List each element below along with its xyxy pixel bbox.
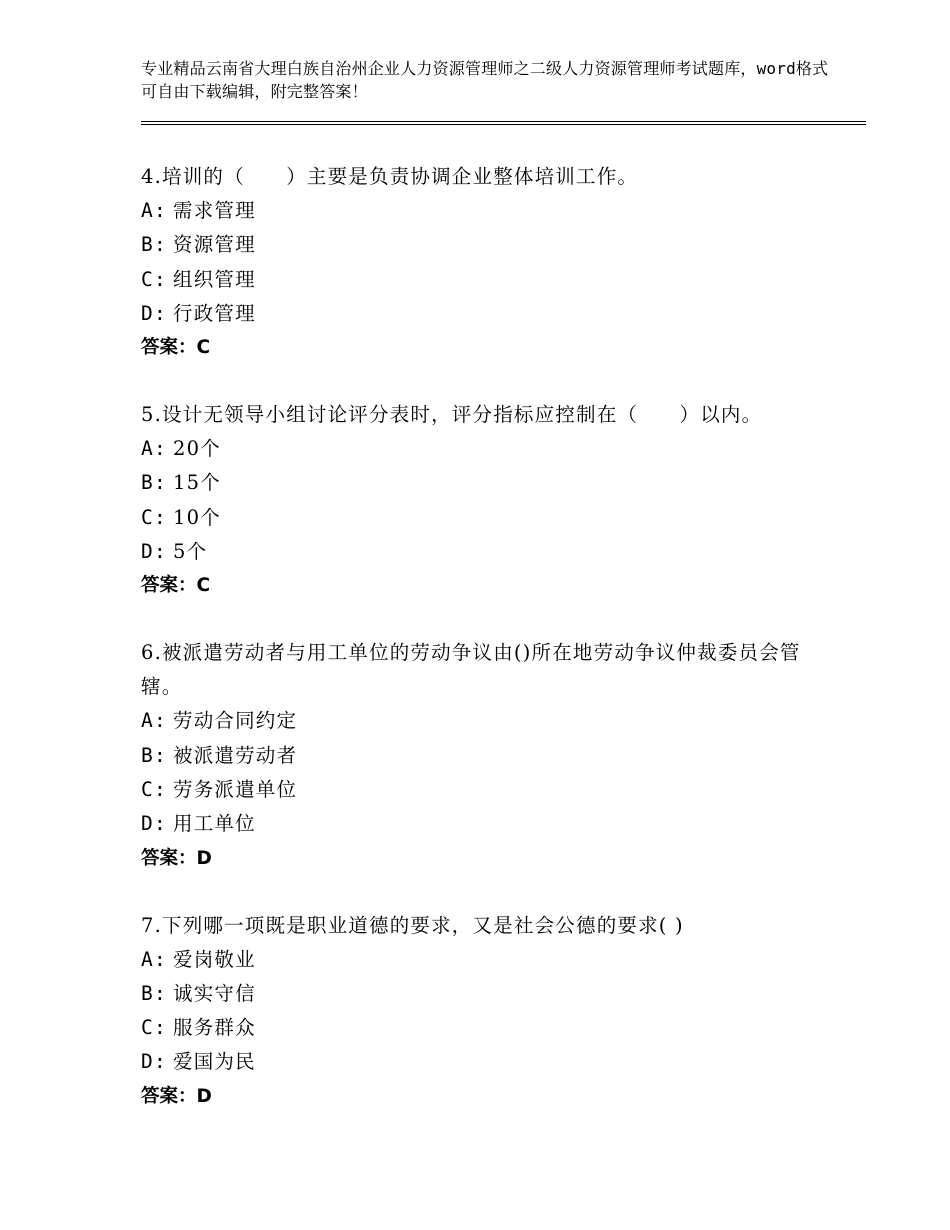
option-key: D: xyxy=(141,540,167,564)
option-a xyxy=(141,704,831,738)
option-key: B: xyxy=(141,233,167,257)
option-text: 用工单位 xyxy=(173,812,256,836)
option-key: D: xyxy=(141,812,167,836)
option-a xyxy=(141,943,831,977)
option-key: D: xyxy=(141,301,167,325)
answer-line xyxy=(141,569,831,603)
option-key: C: xyxy=(141,777,167,801)
option-key: A: xyxy=(141,199,167,222)
answer-label: 答案： xyxy=(141,575,197,597)
option-d xyxy=(141,297,831,331)
option-b xyxy=(141,977,831,1011)
answer-line xyxy=(141,842,831,876)
question-stem: 5.设计无领导小组讨论评分表时，评分指标应控制在（ ）以内。 xyxy=(141,403,763,427)
question-7 xyxy=(141,909,831,1114)
option-text: 爱国为民 xyxy=(173,1050,256,1074)
option-d xyxy=(141,1045,831,1079)
option-key: A: xyxy=(141,947,167,971)
answer-line xyxy=(141,331,831,365)
header-rule-bottom xyxy=(141,124,866,125)
answer-value: C xyxy=(196,337,211,359)
option-key: C: xyxy=(141,505,167,529)
header-rule-top xyxy=(141,121,866,122)
option-b xyxy=(141,466,831,500)
option-text: 爱岗敬业 xyxy=(173,947,256,971)
answer-label: 答案： xyxy=(141,847,197,869)
option-text: 5个 xyxy=(173,540,208,564)
question-stem: 7.下列哪一项既是职业道德的要求，又是社会公德的要求( ) xyxy=(141,913,684,937)
option-text: 资源管理 xyxy=(173,233,256,257)
option-text: 被派遣劳动者 xyxy=(173,743,298,767)
option-a xyxy=(141,432,831,466)
option-b xyxy=(141,739,831,773)
answer-label: 答案： xyxy=(141,1085,197,1107)
question-list xyxy=(141,160,831,1147)
option-text: 劳务派遣单位 xyxy=(173,777,298,801)
option-text: 20个 xyxy=(173,437,221,461)
option-d xyxy=(141,807,831,841)
option-text: 行政管理 xyxy=(173,301,256,325)
answer-value: D xyxy=(196,1085,212,1107)
option-text: 劳动合同约定 xyxy=(173,709,298,733)
option-text: 15个 xyxy=(173,471,221,495)
question-5 xyxy=(141,398,831,603)
question-4 xyxy=(141,160,831,365)
option-key: A: xyxy=(141,437,167,461)
option-key: D: xyxy=(141,1050,167,1074)
option-text: 服务群众 xyxy=(173,1016,256,1040)
document-header: 专业精品云南省大理白族自治州企业人力资源管理师之二级人力资源管理师考试题库，word格式可自由下载编辑，附完整答案！ xyxy=(141,59,829,101)
option-c xyxy=(141,773,831,807)
option-text: 10个 xyxy=(173,505,221,529)
question-stem: 6.被派遣劳动者与用工单位的劳动争议由()所在地劳动争议仲裁委员会管辖。 xyxy=(141,641,801,699)
answer-line xyxy=(141,1080,831,1114)
option-key: A: xyxy=(141,709,167,733)
answer-value: D xyxy=(196,847,212,869)
option-text: 需求管理 xyxy=(173,199,256,222)
question-6 xyxy=(141,636,831,875)
option-key: C: xyxy=(141,267,167,291)
option-key: C: xyxy=(141,1016,167,1040)
option-text: 诚实守信 xyxy=(173,981,256,1005)
option-b xyxy=(141,228,831,262)
option-text: 组织管理 xyxy=(173,267,256,291)
option-c xyxy=(141,263,831,297)
option-key: B: xyxy=(141,743,167,767)
answer-value: C xyxy=(196,575,211,597)
option-key: B: xyxy=(141,471,167,495)
answer-label: 答案： xyxy=(141,337,197,359)
question-stem: 4.培训的（ ）主要是负责协调企业整体培训工作。 xyxy=(141,165,639,188)
option-d xyxy=(141,535,831,569)
option-key: B: xyxy=(141,981,167,1005)
option-a xyxy=(141,194,831,228)
option-c xyxy=(141,501,831,535)
option-c xyxy=(141,1011,831,1045)
